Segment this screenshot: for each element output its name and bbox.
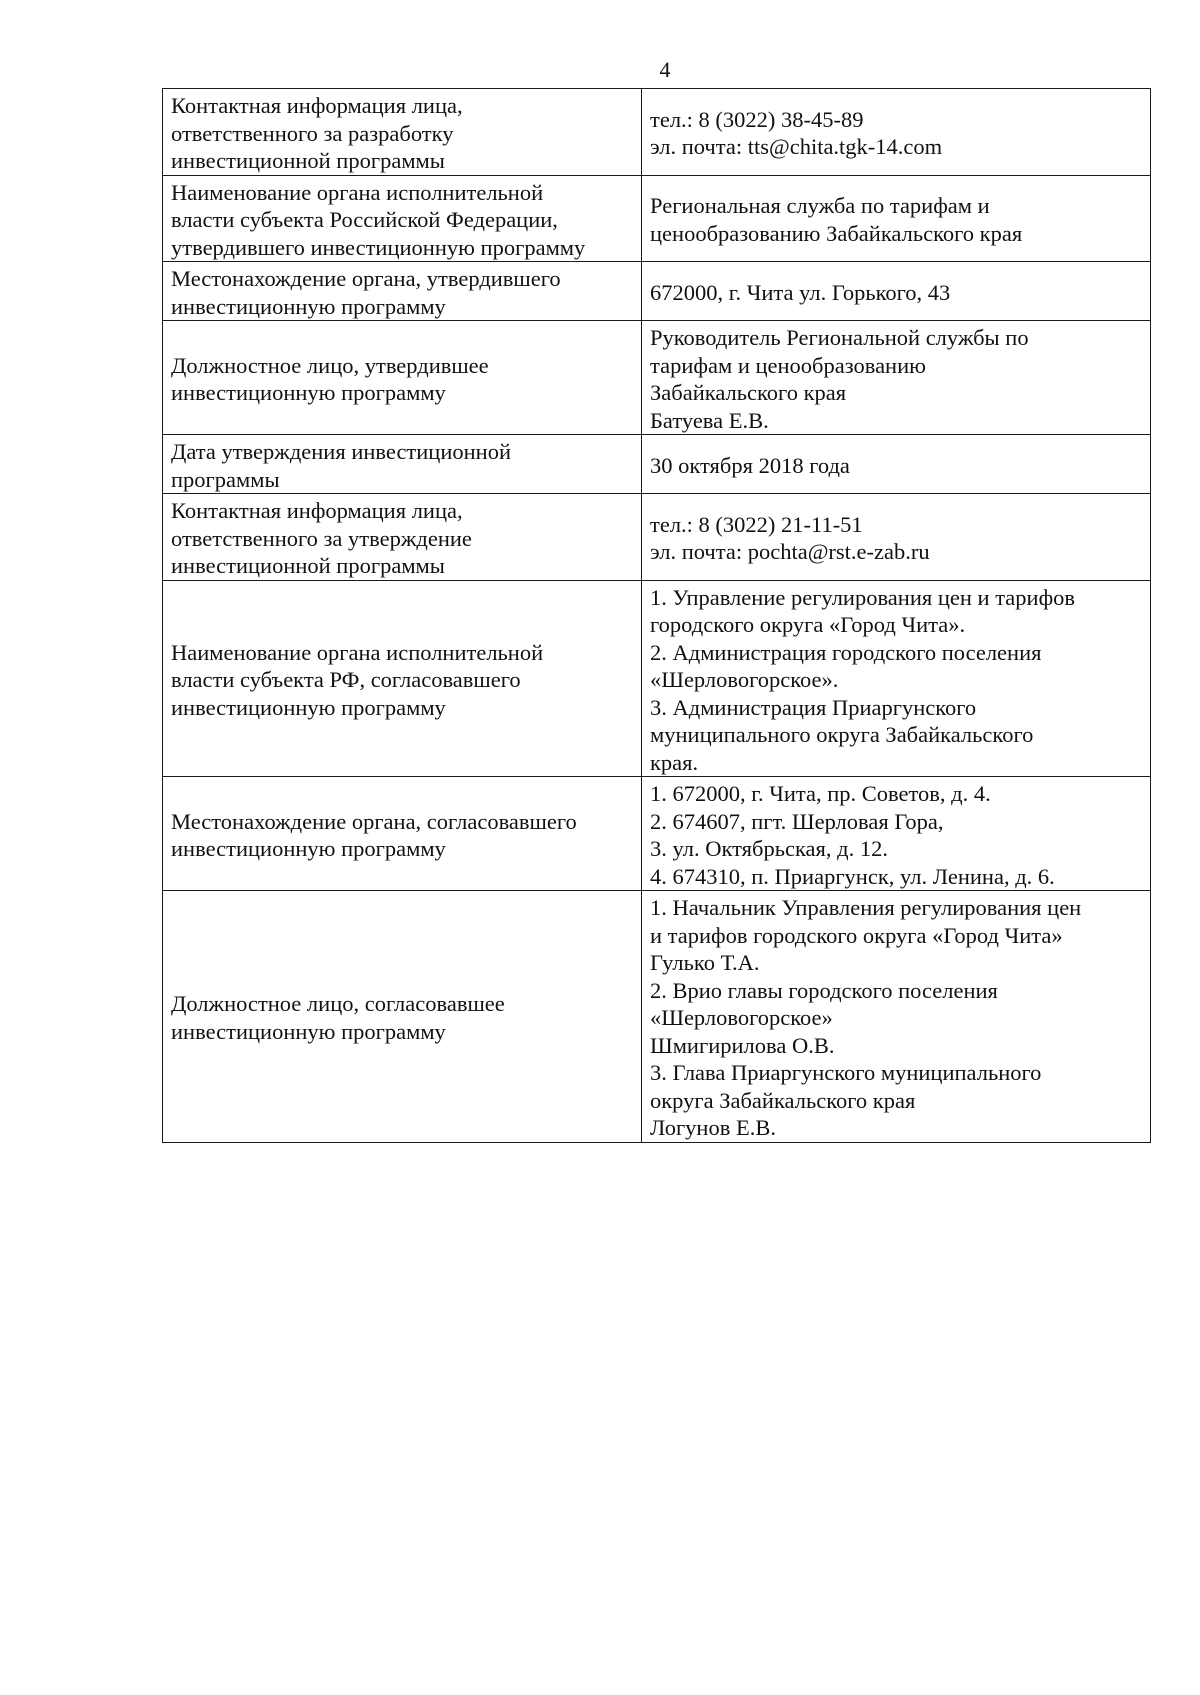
field-value-line: Забайкальского края [650,380,847,405]
field-label-line: Контактная информация лица, [171,93,463,118]
field-value-cell [642,435,1151,494]
field-value-line: эл. почта: pochta@rst.e-zab.ru [650,539,930,565]
field-value-line: 3. Глава Приаргунского муниципального [650,1060,1042,1085]
field-value-line: эл. почта: tts@chita.tgk-14.com [650,134,943,160]
info-table [162,88,1151,1143]
field-value-line: Гулько Т.А. [650,950,760,975]
field-label-cell [163,891,642,1143]
field-label-line: Наименование органа исполнительной [171,179,544,205]
field-label-line: инвестиционной программы [171,148,445,173]
field-value-line: тел.: 8 (3022) 21-11-51 [650,511,863,537]
field-value-cell [642,891,1151,1143]
field-value-line: 672000, г. Чита ул. Горького, 43 [650,279,951,305]
field-value-line: и тарифов городского округа «Город Чита» [650,922,1063,948]
table-row [163,175,1151,262]
field-label-line: инвестиционной программы [171,553,445,578]
field-value-line: Руководитель Региональной службы по [650,325,1029,350]
table-row [163,580,1151,777]
field-value-line: «Шерловогорское» [650,1005,833,1030]
field-value-line: 3. Администрация Приаргунского [650,694,977,720]
field-value-line: 4. 674310, п. Приаргунск, ул. Ленина, д. 6. [650,863,1055,889]
field-value-line: края. [650,749,699,775]
field-value-line: тел.: 8 (3022) 38-45-89 [650,106,864,132]
field-label-cell [163,262,642,321]
field-label-line: Местонахождение органа, утвердившего [171,266,561,291]
field-label-cell [163,580,642,777]
field-value-line: 3. ул. Октябрьская, д. 12. [650,836,888,861]
field-label-line: инвестиционную программу [171,380,446,405]
field-value-line: округа Забайкальского края [650,1087,916,1113]
field-label-line: инвестиционную программу [171,694,446,720]
table-row [163,89,1151,176]
field-label-cell [163,777,642,891]
field-value-line: ценообразованию Забайкальского края [650,220,1023,246]
field-value-line: 1. Управление регулирования цен и тарифов [650,584,1076,610]
field-value-line: муниципального округа Забайкальского [650,722,1034,747]
field-value-cell [642,175,1151,262]
field-value-cell [642,494,1151,581]
field-label-line: Дата утверждения инвестиционной [171,439,512,464]
field-label-cell [163,89,642,176]
field-label-line: власти субъекта РФ, согласовавшего [171,667,521,692]
field-label-line: инвестиционную программу [171,293,446,319]
field-label-line: ответственного за утверждение [171,525,472,551]
field-value-line: тарифам и ценообразованию [650,352,926,378]
table-row [163,494,1151,581]
field-value-line: Шмигирилова О.В. [650,1032,835,1058]
field-value-line: 2. Администрация городского поселения [650,639,1042,665]
page-number: 4 [659,57,671,82]
field-label-cell [163,435,642,494]
field-value-line: Логунов Е.В. [650,1115,776,1140]
field-value-line: 2. 674607, пгт. Шерловая Гора, [650,808,944,834]
field-label-line: инвестиционную программу [171,836,446,861]
field-label-line: ответственного за разработку [171,120,454,146]
field-value-line: «Шерловогорское». [650,667,839,692]
field-value-line: Региональная служба по тарифам и [650,193,990,219]
field-value-cell [642,777,1151,891]
field-label-cell [163,175,642,262]
field-label-line: Должностное лицо, согласовавшее [171,991,505,1017]
field-value-line: 2. Врио главы городского поселения [650,977,998,1003]
field-value-cell [642,580,1151,777]
field-value-line: 30 октября 2018 года [650,452,850,478]
field-label-cell [163,494,642,581]
field-label-line: инвестиционную программу [171,1018,446,1044]
field-value-line: 1. 672000, г. Чита, пр. Советов, д. 4. [650,781,991,806]
field-value-line: городского округа «Город Чита». [650,612,966,637]
field-value-cell [642,321,1151,435]
field-value-line: Батуева Е.В. [650,407,769,433]
field-label-line: Местонахождение органа, согласовавшего [171,808,577,834]
table-row [163,891,1151,1143]
field-value-cell [642,89,1151,176]
field-label-line: утвердившего инвестиционную программу [171,234,586,260]
field-label-line: власти субъекта Российской Федерации, [171,207,558,232]
field-value-line: 1. Начальник Управления регулирования цен [650,895,1082,920]
table-row [163,321,1151,435]
field-label-line: программы [171,466,280,492]
field-label-line: Наименование органа исполнительной [171,639,544,665]
field-value-cell [642,262,1151,321]
table-row [163,777,1151,891]
field-label-line: Контактная информация лица, [171,498,463,523]
field-label-cell [163,321,642,435]
table-row [163,262,1151,321]
field-label-line: Должностное лицо, утвердившее [171,352,489,378]
table-row [163,435,1151,494]
